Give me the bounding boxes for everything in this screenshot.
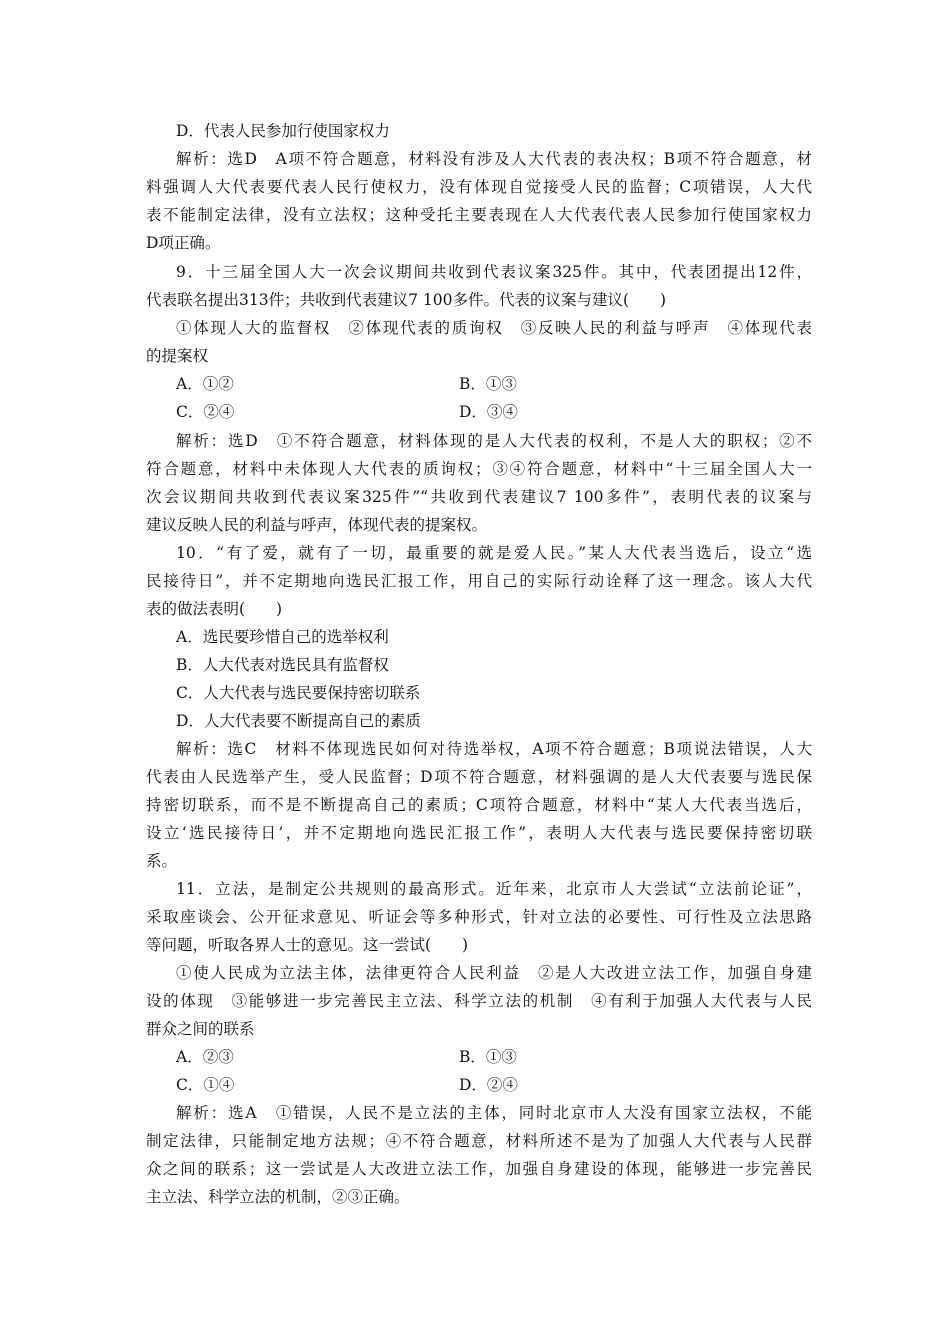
option-q9-opt-1-left: A．①② [176, 375, 234, 393]
text-line-q10-2: 民接待日”，并不定期地向选民汇报工作，用自己的实际行动诠释了这一理念。该人大代 [146, 572, 812, 590]
option-q11-opt-1-left: A．②③ [176, 1048, 234, 1066]
text-line-q11-s3: 群众之间的联系 [146, 1020, 255, 1038]
text-line-q10-ex-2: 代表由人民选举产生，受人民监督；D项不符合题意，材料强调的是人大代表要与选民保 [146, 768, 812, 786]
text-line-q11-ex-1: 解析：选A ①错误，人民不是立法的主体，同时北京市人大没有国家立法权，不能 [176, 1104, 812, 1122]
option-q9-opt-2-left: C．②④ [176, 403, 235, 421]
text-line-q10-ex-5: 系。 [146, 852, 178, 870]
text-line-q8-ex-4: D项正确。 [146, 234, 221, 252]
option-q9-opt-1-right: B．①③ [459, 375, 517, 393]
option-q9-opt-2-right: D．③④ [459, 403, 518, 421]
text-line-q10-b: B．人大代表对选民具有监督权 [176, 656, 389, 674]
text-line-q11-3: 等问题，听取各界人士的意见。这一尝试( ) [146, 936, 469, 954]
option-q11-opt-2-right: D．②④ [459, 1076, 518, 1094]
text-line-q8-ex-1: 解析：选D A项不符合题意，材料没有涉及人大代表的表决权；B项不符合题意，材 [176, 150, 812, 168]
text-line-q9-ex-3: 次会议期间共收到代表议案325件”“共收到代表建议7 100多件”，表明代表的议案与 [146, 488, 812, 506]
text-line-q10-ex-4: 设立‘选民接待日’，并不定期地向选民汇报工作”，表明人大代表与选民要保持密切联 [146, 824, 812, 842]
text-line-q9-s1: ①体现人大的监督权 ②体现代表的质询权 ③反映人民的利益与呼声 ④体现代表 [176, 319, 812, 337]
text-line-q10-ex-1: 解析：选C 材料不体现选民如何对待选举权，A项不符合题意；B项说法错误，人大 [176, 740, 812, 758]
text-line-q10-1: 10．“有了爱，就有了一切，最重要的就是爱人民。”某人大代表当选后，设立“选 [176, 544, 812, 562]
text-line-q10-d: D．人大代表要不断提高自己的素质 [176, 712, 421, 730]
text-line-q10-3: 表的做法表明( ) [146, 600, 283, 618]
text-line-q9-2: 代表联名提出313件；共收到代表建议7 100多件。代表的议案与建议( ) [146, 291, 667, 309]
text-line-q8-ex-3: 表不能制定法律，没有立法权；这种受托主要表现在人大代表代表人民参加行使国家权力 [146, 206, 812, 224]
text-line-q10-c: C．人大代表与选民要保持密切联系 [176, 684, 421, 702]
text-line-q11-2: 采取座谈会、公开征求意见、听证会等多种形式，针对立法的必要性、可行性及立法思路 [146, 908, 812, 926]
text-line-q9-ex-1: 解析：选D ①不符合题意，材料体现的是人大代表的权利，不是人大的职权；②不 [176, 432, 812, 450]
text-line-q11-ex-3: 众之间的联系；这一尝试是人大改进立法工作，加强自身建设的体现，能够进一步完善民 [146, 1160, 812, 1178]
text-line-q8-d: D．代表人民参加行使国家权力 [176, 122, 390, 140]
text-line-q11-s1: ①使人民成为立法主体，法律更符合人民利益 ②是人大改进立法工作，加强自身建 [176, 964, 812, 982]
text-line-q9-s2: 的提案权 [146, 347, 209, 365]
option-q11-opt-1-right: B．①③ [459, 1048, 517, 1066]
text-line-q8-ex-2: 料强调人大代表要代表人民行使权力，没有体现自觉接受人民的监督；C项错误，人大代 [146, 178, 812, 196]
text-line-q11-ex-2: 制定法律，只能制定地方法规；④不符合题意，材料所述不是为了加强人大代表与人民群 [146, 1132, 812, 1150]
text-line-q11-s2: 设的体现 ③能够进一步完善民主立法、科学立法的机制 ④有利于加强人大代表与人民 [146, 992, 812, 1010]
text-line-q9-ex-2: 符合题意，材料中未体现人大代表的质询权；③④符合题意，材料中“十三届全国人大一 [146, 460, 812, 478]
text-line-q11-1: 11．立法，是制定公共规则的最高形式。近年来，北京市人大尝试“立法前论证”， [176, 880, 812, 898]
text-line-q10-a: A．选民要珍惜自己的选举权利 [176, 628, 389, 646]
text-line-q9-1: 9．十三届全国人大一次会议期间共收到代表议案325件。其中，代表团提出12件， [176, 263, 813, 281]
text-line-q9-ex-4: 建议反映人民的利益与呼声，体现代表的提案权。 [146, 516, 488, 534]
text-line-q10-ex-3: 持密切联系，而不是不断提高自己的素质；C项符合题意，材料中“某人大代表当选后， [146, 796, 812, 814]
option-q11-opt-2-left: C．①④ [176, 1076, 235, 1094]
text-line-q11-ex-4: 主立法、科学立法的机制，②③正确。 [146, 1188, 410, 1206]
